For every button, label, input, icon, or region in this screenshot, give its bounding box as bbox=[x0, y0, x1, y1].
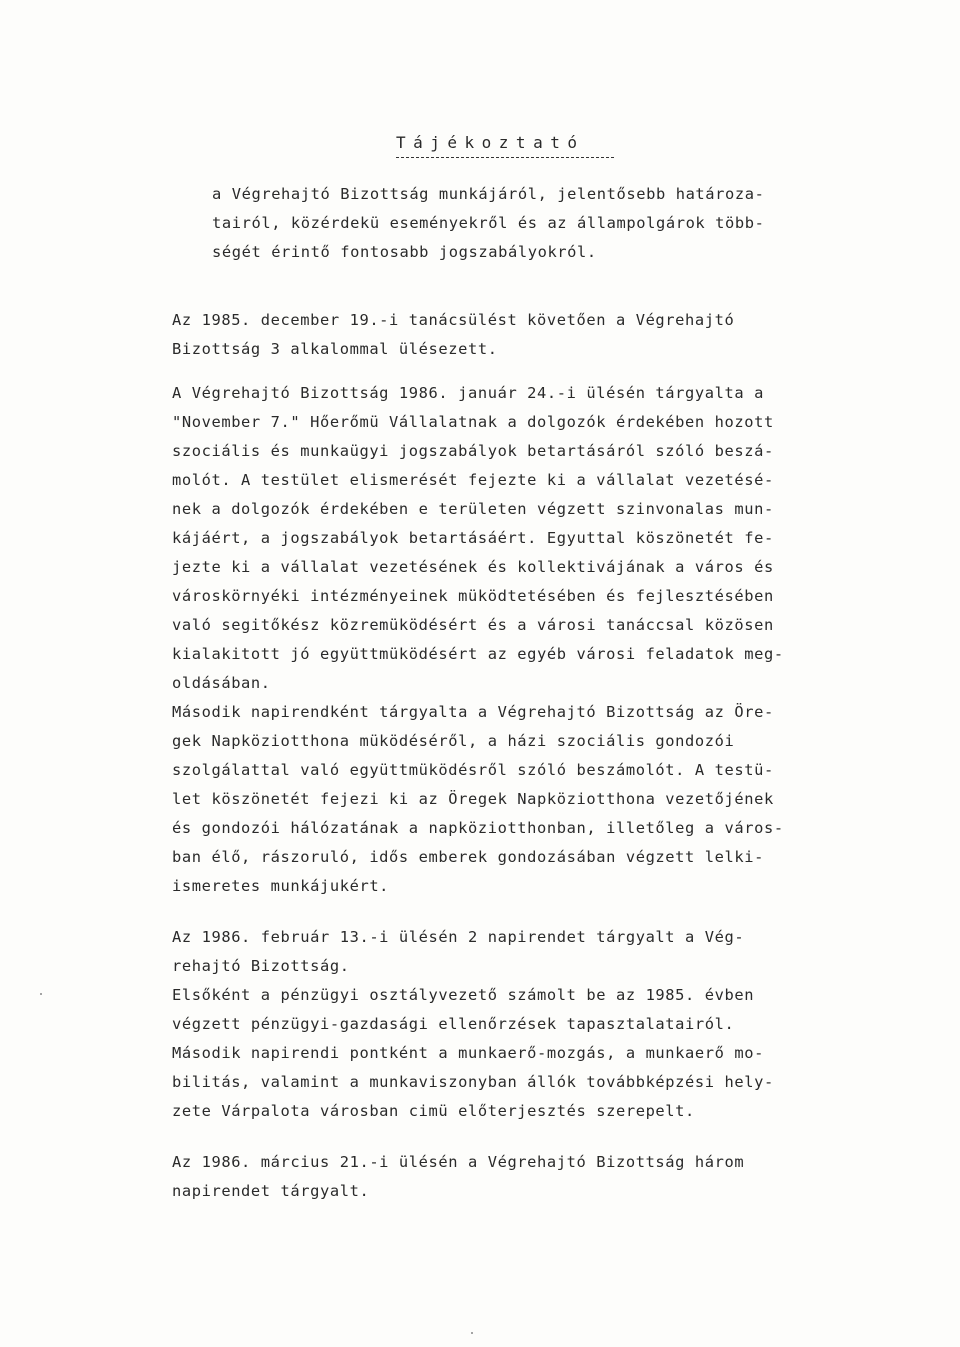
text-line: Az 1985. december 19.-i tanácsülést követően a Végrehajtó bbox=[172, 311, 735, 329]
text-line: tairól, közérdekü eseményekről és az állampolgárok több- bbox=[212, 214, 765, 232]
text-line: kájáért, a jogszabályok betartásáért. Egyuttal köszönetét fe- bbox=[172, 529, 774, 547]
text-line: let köszönetét fejezi ki az Öregek Napköziotthona vezetőjének bbox=[172, 790, 774, 808]
text-line: gek Napköziotthona müködéséről, a házi szociális gondozói bbox=[172, 732, 735, 750]
text-line: ismeretes munkájukért. bbox=[172, 877, 390, 895]
text-line: ban élő, rászoruló, idős emberek gondozásában végzett lelki- bbox=[172, 848, 764, 866]
text-line: oldásában. bbox=[172, 674, 271, 692]
text-line: Elsőként a pénzügyi osztályvezető számolt be az 1985. évben bbox=[172, 986, 755, 1004]
text-line: napirendet tárgyalt. bbox=[172, 1182, 370, 1200]
text-line: városkörnyéki intézményeinek müködtetésében és fejlesztésében bbox=[172, 587, 774, 605]
paper-speck bbox=[471, 1332, 473, 1334]
text-line: Bizottság 3 alkalommal ülésezett. bbox=[172, 340, 498, 358]
text-line: végzett pénzügyi-gazdasági ellenőrzések tapasztalatairól. bbox=[172, 1015, 735, 1033]
document-title: Tájékoztató bbox=[396, 133, 585, 152]
text-line: "November 7." Hőerőmü Vállalatnak a dolgozók érdekében hozott bbox=[172, 413, 774, 431]
text-line: jezte ki a vállalat vezetésének és kollektivájának a város és bbox=[172, 558, 774, 576]
text-line: zete Várpalota városban cimü előterjesztés szerepelt. bbox=[172, 1102, 695, 1120]
text-line: a Végrehajtó Bizottság munkájáról, jelentősebb határoza- bbox=[212, 185, 765, 203]
text-line: bilitás, valamint a munkaviszonyban állók továbbképzési hely- bbox=[172, 1073, 774, 1091]
text-line: való segitőkész közremüködésért és a városi tanáccsal közösen bbox=[172, 616, 774, 634]
text-line: Az 1986. március 21.-i ülésén a Végrehajtó Bizottság három bbox=[172, 1153, 745, 1171]
text-line: Második napirendi pontként a munkaerő-mozgás, a munkaerő mo- bbox=[172, 1044, 764, 1062]
text-line: szociális és munkaügyi jogszabályok betartásáról szóló beszá- bbox=[172, 442, 774, 460]
title-underline bbox=[396, 157, 614, 158]
text-line: kialakitott jó együttmüködésért az egyéb városi feladatok meg- bbox=[172, 645, 784, 663]
text-line: ségét érintő fontosabb jogszabályokról. bbox=[212, 243, 597, 261]
text-line: nek a dolgozók érdekében e területen végzett szinvonalas mun- bbox=[172, 500, 774, 518]
text-line: A Végrehajtó Bizottság 1986. január 24.-i ülésén tárgyalta a bbox=[172, 384, 764, 402]
paper-speck bbox=[40, 993, 42, 995]
text-line: molót. A testület elismerését fejezte ki a vállalat vezetésé- bbox=[172, 471, 774, 489]
text-line: Második napirendként tárgyalta a Végrehajtó Bizottság az Öre- bbox=[172, 703, 774, 721]
text-line: és gondozói hálózatának a napköziotthonban, illetőleg a város- bbox=[172, 819, 784, 837]
text-line: szolgálattal való együttmüködésről szóló beszámolót. A testü- bbox=[172, 761, 774, 779]
text-line: rehajtó Bizottság. bbox=[172, 957, 350, 975]
text-line: Az 1986. február 13.-i ülésén 2 napirendet tárgyalt a Vég- bbox=[172, 928, 745, 946]
